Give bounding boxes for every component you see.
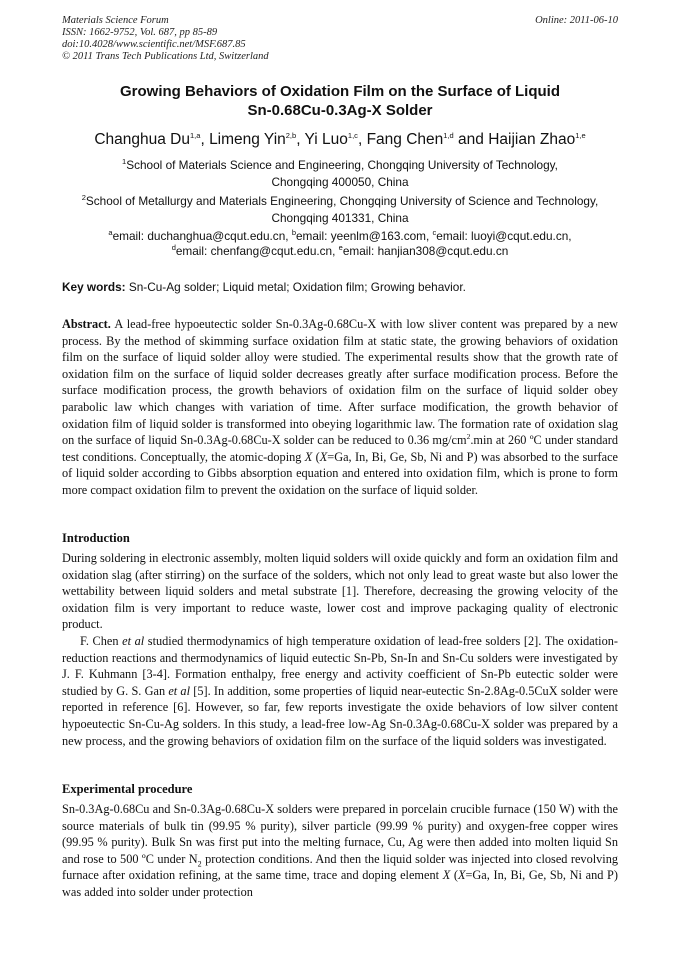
author-sep: , <box>357 131 367 148</box>
author-name: Haijian Zhao <box>488 131 576 148</box>
author-name: Fang Chen <box>366 131 444 148</box>
keywords-label: Key words: <box>62 280 126 294</box>
affiliation-sup: 1 <box>122 157 127 167</box>
author-sep: and <box>453 131 489 148</box>
abstract-sup: 2 <box>466 432 471 442</box>
abstract-text: ( <box>312 449 320 464</box>
abstract-label: Abstract. <box>62 317 111 331</box>
keywords-text: Sn-Cu-Ag solder; Liquid metal; Oxidation film; Growing behavior. <box>125 280 466 294</box>
email-link[interactable]: email: luoyi@cqut.edu.cn, <box>436 229 572 243</box>
affiliation-sup: 2 <box>81 193 86 203</box>
abstract-text: =Ga, In, Bi, Ge, Sb, Ni and P) was absorbed to the surface of liquid solder according to Gibbs absorption equation and entered into oxidation film, which is prone to form more compact oxidation film to prevent the oxidation on the surface of liquid solder. <box>62 449 619 497</box>
intro-italic: et al <box>168 683 190 698</box>
intro-text: studied thermodynamics of high temperature oxidation of lead-free solders [2]. The oxidation-reduction reactions and thermodynamics of liquid eutectic Sn-Pb, Sn-In and Sn-Cu solders were investigated by J. F. Kuhmann [3-4]. Formation enthalpy, free energy and activity coefficient of Sn-Pb eutectic solder were studied by G. S. Gan <box>62 633 618 698</box>
affiliation-2 <box>62 193 618 227</box>
author-sep: , <box>296 131 305 148</box>
email-link[interactable]: email: chenfang@cqut.edu.cn, <box>175 244 339 258</box>
affiliation-2-line-2: Chongqing 401331, China <box>271 211 409 225</box>
intro-text: [5]. In addition, some properties of liquid near-eutectic Sn-2.8Ag-0.5CuX solder were reported in reference [6]. However, so far, few reports investigate the oxide behaviors of low silver content hypoeutectic Sn-Cu-Ag solders. In this study, a lead-free low-Ag Sn-0.3Ag-0.68Cu-X solder was prepared by a new process, and the growing behaviors of oxidation film on the surface of the liquid solders was investigated. <box>62 683 618 748</box>
affiliation-1-line-1: School of Materials Science and Engineering, Chongqing University of Technology, <box>126 158 558 172</box>
journal-copyright: © 2011 Trans Tech Publications Ltd, Switzerland <box>62 51 269 62</box>
author-name: Changhua Du <box>94 131 190 148</box>
exp-paragraph-1 <box>62 801 618 901</box>
affiliation-1-line-2: Chongqing 400050, China <box>271 175 409 189</box>
affiliation-2-line-1: School of Metallurgy and Materials Engineering, Chongqing University of Science and Technology, <box>85 194 599 208</box>
author-name: Yi Luo <box>304 131 348 148</box>
author-sup: 1,a <box>190 130 201 140</box>
author-list <box>62 130 618 150</box>
journal-header <box>62 15 618 63</box>
abstract-text: .min at 260 ºC under standard test conditions. Conceptually, the atomic-doping <box>62 433 618 464</box>
title-line-1: Growing Behaviors of Oxidation Film on the Surface of Liquid <box>119 83 561 100</box>
abstract-italic: X <box>304 449 313 464</box>
journal-name: Materials Science Forum <box>62 15 169 26</box>
exp-text: =Ga, In, Bi, Ge, Sb, Ni and P) was added into solder under protection <box>62 868 618 899</box>
intro-italic: et al <box>122 633 145 648</box>
author-sup: 1,e <box>575 130 586 140</box>
exp-text: protection conditions. And then the liquid solder was injected into closed revolving furnace after oxidation refining, at the same time, trace and doping element <box>62 851 618 883</box>
email-list <box>62 229 618 259</box>
keywords <box>62 280 618 295</box>
intro-text: F. Chen <box>80 633 123 648</box>
journal-doi[interactable]: doi:10.4028/www.scientific.net/MSF.687.85 <box>62 39 246 50</box>
exp-italic: X <box>442 868 451 883</box>
abstract <box>62 316 618 499</box>
email-sup: e <box>338 243 343 253</box>
email-sup: b <box>291 228 296 238</box>
paper-title <box>62 82 618 120</box>
email-link[interactable]: email: hanjian308@cqut.edu.cn <box>342 244 509 258</box>
exp-text: Sn-0.3Ag-0.68Cu and Sn-0.3Ag-0.68Cu-X solders were prepared in porcelain crucible furnace (150 W) with the source materials of bulk tin (99.95 % purity), silver particle (99.99 % purity) and oxygen-free copper wires (99.95 % purity). Bulk Sn was first put into the melting furnace, Cu, Ag were then added into molten liquid Sn and rose to 500 ºC under N <box>62 802 618 866</box>
section-heading-introduction: Introduction <box>62 531 130 545</box>
author-sup: 1,c <box>347 130 358 140</box>
title-line-2: Sn-0.68Cu-0.3Ag-X Solder <box>247 102 433 119</box>
email-link[interactable]: email: yeenlm@163.com, <box>295 229 433 243</box>
author-sup: 2,b <box>285 130 297 140</box>
section-heading-experimental: Experimental procedure <box>62 782 193 796</box>
email-sup: c <box>432 228 437 238</box>
email-sup: a <box>108 228 113 238</box>
online-date: Online: 2011-06-10 <box>535 15 618 26</box>
author-name: Limeng Yin <box>209 131 286 148</box>
experimental-body <box>62 801 618 901</box>
introduction-body <box>62 550 618 749</box>
exp-italic: X <box>457 868 466 883</box>
author-sep: , <box>200 131 210 148</box>
intro-paragraph-1: During soldering in electronic assembly, molten liquid solders will oxide quickly and form an oxidation film and oxidation slag (after stirring) on the surface of the solders, which not only lead to great waste but also lower the wettability between liquid solders and metal substrate [1]. Therefore, decreasing the growing velocity of the oxidation film is very important to reduce waste, lower cost and improve packaging quality of electronic product. <box>62 551 618 632</box>
email-link[interactable]: email: duchanghua@cqut.edu.cn, <box>112 229 292 243</box>
exp-sub: 2 <box>197 859 202 869</box>
affiliation-1 <box>62 157 618 191</box>
abstract-text: A lead-free hypoeutectic solder Sn-0.3Ag-0.68Cu-X with low sliver content was prepared by a new process. By the method of skimming surface oxidation film at static state, the growing behaviors of oxidation film on the surface of liquid solder alloy were studied. The experimental results show that the growth rate of oxidation film on the surface of liquid solder decreases greatly after surface modification process. Before the surface modification process, the growth behaviors of oxidation film on the surface of liquid solder obey parabolic law which changes with variation of time. After surface modification, the growth behavior of oxidation film of liquid solder is transformed into obeying logarithmic law. The formation rate of oxidation slag on the surface of liquid Sn-0.3Ag-0.68Cu-X solder can be reduced to 0.36 mg/cm <box>62 317 618 448</box>
exp-text: ( <box>450 868 458 883</box>
email-sup: d <box>171 243 176 253</box>
author-sup: 1,d <box>443 130 454 140</box>
abstract-italic: X <box>319 449 328 464</box>
journal-issn: ISSN: 1662-9752, Vol. 687, pp 85-89 <box>62 27 218 38</box>
intro-paragraph-2 <box>62 633 618 749</box>
